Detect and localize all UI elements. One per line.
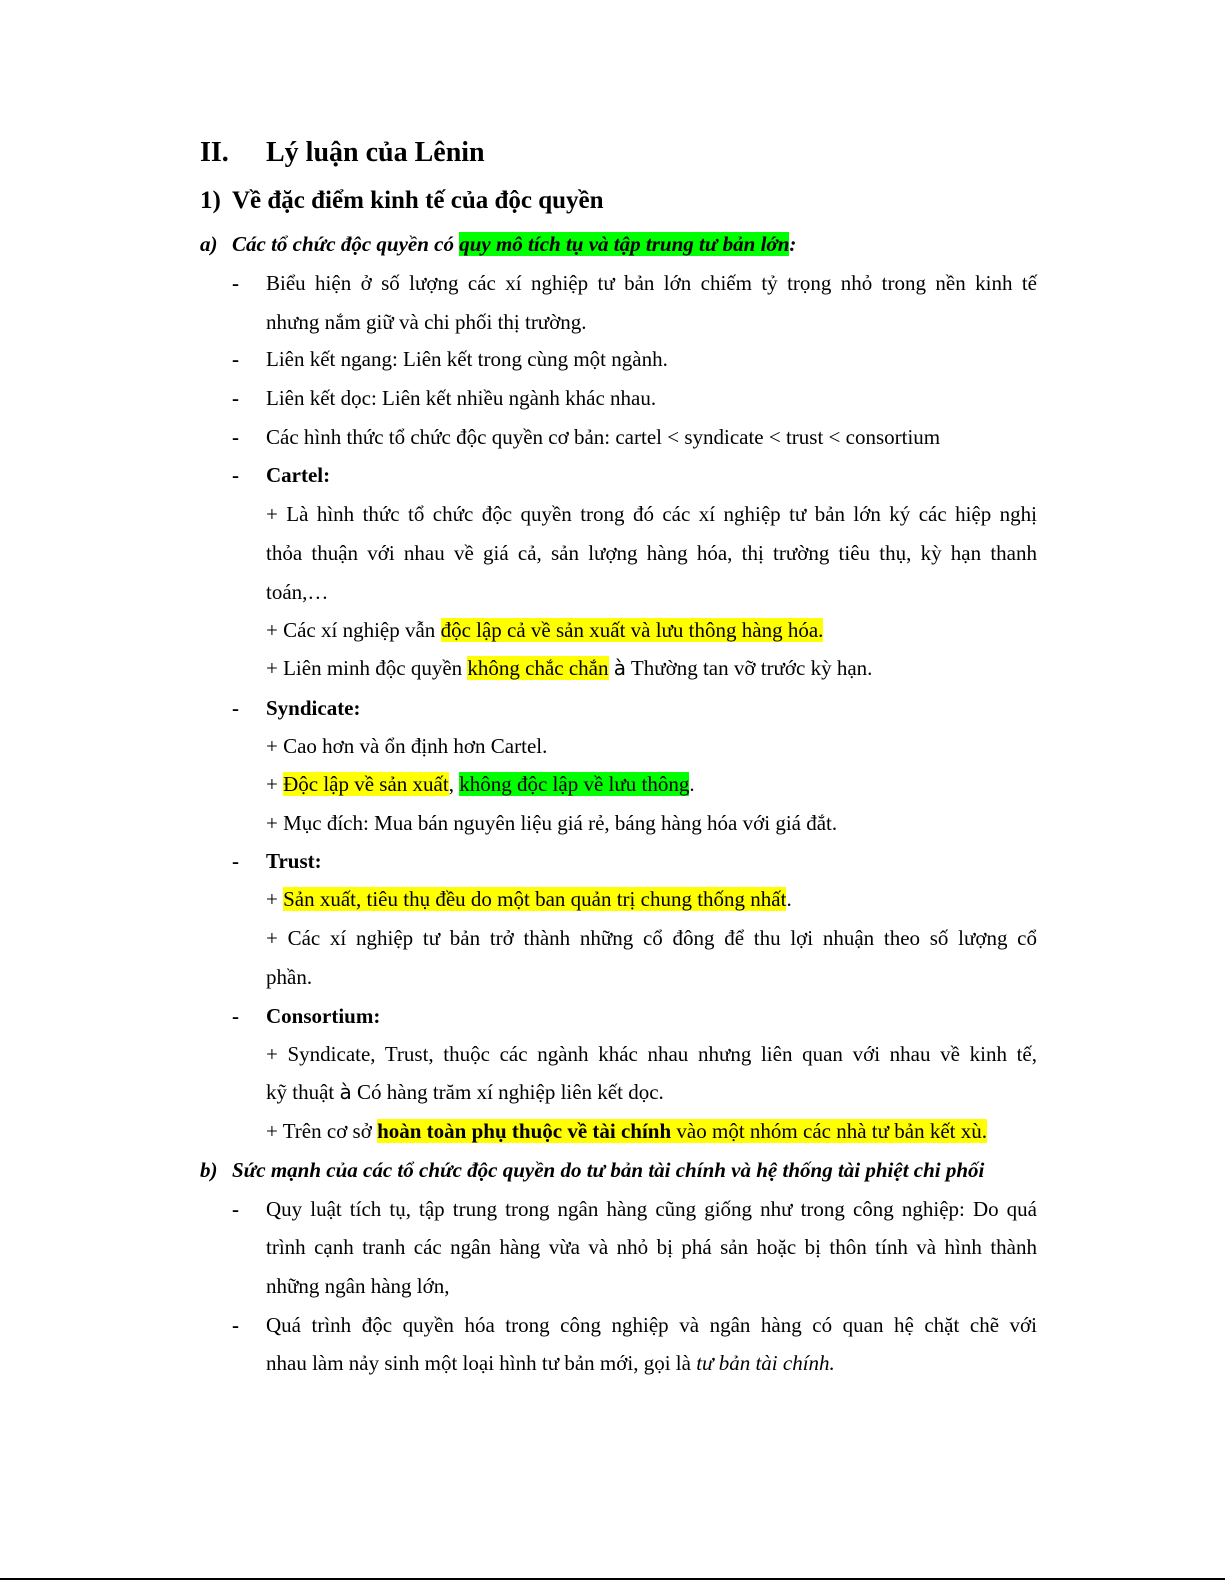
consortium-p2 (266, 1118, 987, 1144)
syndicate-p2-highlight-green: không độc lập về lưu thông (459, 772, 690, 796)
arrow-icon: à (339, 1080, 352, 1104)
cartel-p1-line-2: thỏa thuận với nhau về giá cả, sản lượng hàng hóa, thị trường tiêu thụ, kỳ hạn thanh (266, 541, 1037, 565)
page-bottom-border (0, 1578, 1225, 1580)
trust-p1-period: . (786, 887, 792, 911)
sub-b-heading: Sức mạnh của các tổ chức độc quyền do tư bản tài chính và hệ thống tài phiệt chi phối (232, 1158, 985, 1182)
bullet-dash: - (232, 1197, 239, 1221)
b-item-1-line-2: trình cạnh tranh các ngân hàng vừa và nhỏ bị phá sản hoặc bị thôn tính và hình thành (266, 1235, 1037, 1259)
sub-b-label: b) (200, 1158, 218, 1182)
bullet-dash: - (232, 1004, 239, 1028)
heading-section-title: Về đặc điểm kinh tế của độc quyền (232, 187, 604, 214)
consortium-p2-rest: vào một nhóm các nhà tư bản kết xù. (671, 1119, 987, 1143)
trust-p2-line-2: phần. (266, 965, 313, 989)
consortium-p1-l2-text: kỹ thuật (266, 1080, 340, 1104)
cartel-p2-highlight: độc lập cả về sản xuất và lưu thông hàng hóa. (440, 618, 824, 642)
syndicate-p2-highlight-yellow: Độc lập về sản xuất (283, 772, 449, 796)
syndicate-p2 (266, 771, 695, 797)
a-item-1-line-2: nhưng nắm giữ và chi phối thị trường. (266, 310, 587, 334)
arrow-icon: à (613, 656, 627, 680)
b-item-1-line-3: những ngân hàng lớn, (266, 1274, 450, 1298)
bullet-dash: - (232, 271, 239, 295)
consortium-p2-highlight (377, 1119, 987, 1143)
sub-a-highlight: quy mô tích tụ và tập trung tư bản lớn (459, 232, 790, 256)
sub-a-heading (232, 231, 796, 257)
sub-a-label: a) (200, 232, 218, 256)
syndicate-p2-comma: , (448, 772, 460, 796)
cartel-p1-line-3: toán,… (266, 580, 329, 604)
cartel-p2-text: + Các xí nghiệp vẫn (266, 618, 441, 642)
cartel-p3-highlight: không chắc chắn (467, 656, 609, 680)
a-item-2: Liên kết ngang: Liên kết trong cùng một ngành. (266, 347, 668, 371)
bullet-dash: - (232, 425, 239, 449)
consortium-title: Consortium: (266, 1004, 381, 1028)
a-item-4: Các hình thức tổ chức độc quyền cơ bản: cartel < syndicate < trust < consortium (266, 425, 941, 449)
trust-p1-plus: + (266, 887, 284, 911)
bullet-dash: - (232, 696, 239, 720)
heading-main-title: Lý luận của Lênin (266, 137, 485, 168)
b-item-2-line-1: Quá trình độc quyền hóa trong công nghiệp và ngân hàng có quan hệ chặt chẽ với (266, 1313, 1037, 1337)
bullet-dash: - (232, 1313, 239, 1337)
b-item-1-line-1: Quy luật tích tụ, tập trung trong ngân hàng cũng giống như trong công nghiệp: Do quá (266, 1197, 1037, 1221)
trust-p1 (266, 886, 792, 912)
cartel-title: Cartel: (266, 463, 331, 487)
syndicate-p3: + Mục đích: Mua bán nguyên liệu giá rẻ, báng hàng hóa với giá đắt. (266, 811, 838, 835)
syndicate-p2-period: . (689, 772, 695, 796)
syndicate-p2-plus: + (266, 772, 284, 796)
a-item-3: Liên kết dọc: Liên kết nhiều ngành khác nhau. (266, 386, 657, 410)
consortium-p1-l2-rest: Có hàng trăm xí nghiệp liên kết dọc. (351, 1080, 664, 1104)
consortium-p1-line-2 (266, 1079, 664, 1105)
cartel-p3-text: + Liên minh độc quyền (266, 656, 468, 680)
heading-main-number: II. (200, 137, 229, 168)
a-item-1-line-1: Biểu hiện ở số lượng các xí nghiệp tư bản lớn chiếm tỷ trọng nhỏ trong nền kinh tế (266, 271, 1037, 295)
trust-p1-highlight: Sản xuất, tiêu thụ đều do một ban quản trị chung thống nhất (283, 887, 787, 911)
consortium-p1-line-1: + Syndicate, Trust, thuộc các ngành khác nhau nhưng liên quan với nhau về kinh tế, (266, 1042, 1037, 1066)
sub-a-text: Các tổ chức độc quyền có (232, 232, 460, 256)
bullet-dash: - (232, 386, 239, 410)
cartel-p2 (266, 617, 823, 643)
sub-a-colon: : (789, 232, 797, 256)
syndicate-title: Syndicate: (266, 696, 361, 720)
bullet-dash: - (232, 347, 239, 371)
heading-section-number: 1) (200, 187, 221, 214)
cartel-p3-rest: Thường tan vỡ trước kỳ hạn. (626, 656, 873, 680)
b-item-2-text: nhau làm nảy sinh một loại hình tư bản mới, gọi là (266, 1351, 697, 1375)
bullet-dash: - (232, 849, 239, 873)
b-item-2-italic: tư bản tài chính. (696, 1351, 835, 1375)
cartel-p1-line-1: + Là hình thức tổ chức độc quyền trong đó các xí nghiệp tư bản lớn ký các hiệp nghị (266, 502, 1037, 526)
b-item-2-line-2 (266, 1350, 835, 1376)
consortium-p2-bold: hoàn toàn phụ thuộc về tài chính (377, 1119, 672, 1143)
bullet-dash: - (232, 463, 239, 487)
trust-p2-line-1: + Các xí nghiệp tư bản trở thành những cổ đông để thu lợi nhuận theo số lượng cổ (266, 926, 1037, 950)
cartel-p3 (266, 655, 872, 681)
syndicate-p1: + Cao hơn và ổn định hơn Cartel. (266, 734, 548, 758)
consortium-p2-text: + Trên cơ sở (266, 1119, 378, 1143)
trust-title: Trust: (266, 849, 322, 873)
